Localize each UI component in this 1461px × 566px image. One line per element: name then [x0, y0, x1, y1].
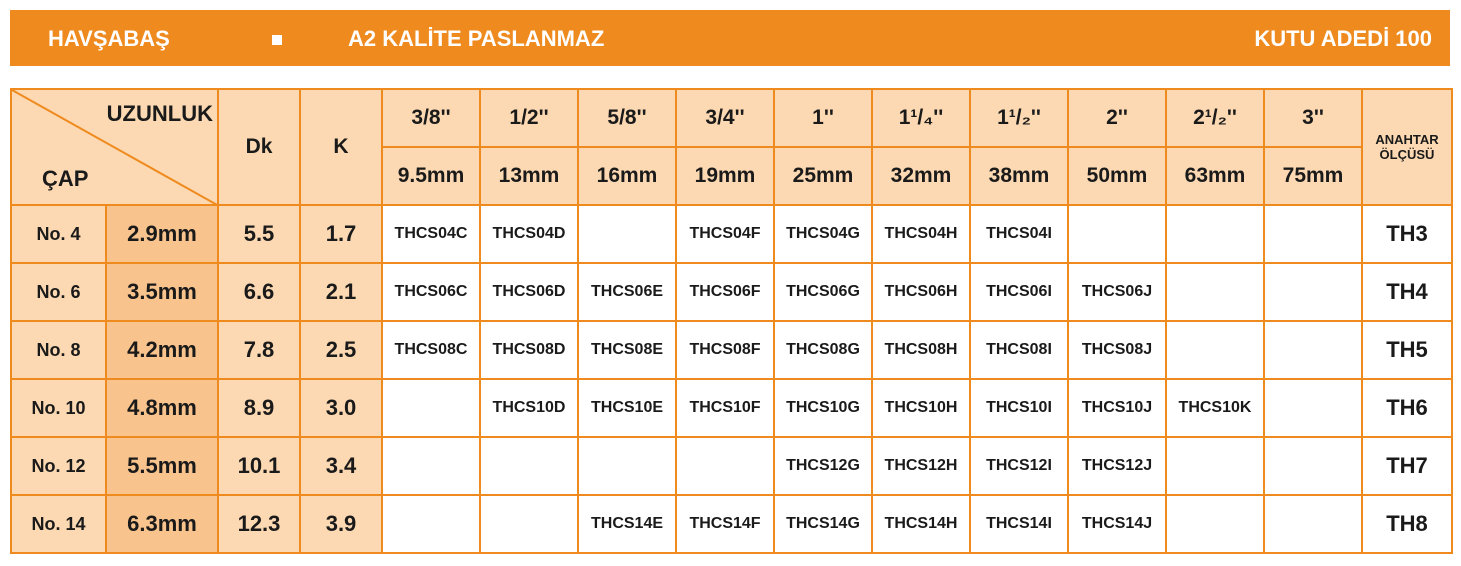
product-code-cell: THCS08E: [578, 321, 676, 379]
inch-header: 5/8'': [578, 89, 676, 147]
product-code-cell: [1264, 495, 1362, 553]
product-code-cell: THCS14I: [970, 495, 1068, 553]
product-table: [10, 88, 1453, 554]
inch-header: 3'': [1264, 89, 1362, 147]
product-code-cell: THCS08J: [1068, 321, 1166, 379]
product-code-cell: THCS08G: [774, 321, 872, 379]
table-row: [11, 495, 1452, 553]
mm-header: 9.5mm: [382, 147, 480, 205]
k-cell: 3.0: [300, 379, 382, 437]
product-code-cell: THCS04G: [774, 205, 872, 263]
product-code-cell: [1166, 263, 1264, 321]
size-number-cell: No. 4: [11, 205, 106, 263]
product-code-cell: [382, 495, 480, 553]
product-code-cell: THCS04I: [970, 205, 1068, 263]
product-code-cell: [1166, 205, 1264, 263]
product-code-cell: [1264, 205, 1362, 263]
diameter-cell: 6.3mm: [106, 495, 218, 553]
product-code-cell: [1166, 495, 1264, 553]
banner-center-title: A2 KALİTE PASLANMAZ: [348, 26, 605, 51]
product-code-cell: THCS06I: [970, 263, 1068, 321]
product-code-cell: THCS14J: [1068, 495, 1166, 553]
mm-header: 19mm: [676, 147, 774, 205]
product-code-cell: THCS10H: [872, 379, 970, 437]
product-code-cell: [480, 437, 578, 495]
bullet-square-icon: [272, 35, 282, 45]
size-number-cell: No. 10: [11, 379, 106, 437]
diameter-cell: 4.8mm: [106, 379, 218, 437]
inch-header: 2'': [1068, 89, 1166, 147]
product-code-cell: [578, 205, 676, 263]
product-code-cell: THCS08I: [970, 321, 1068, 379]
diameter-cell: 3.5mm: [106, 263, 218, 321]
dk-cell: 5.5: [218, 205, 300, 263]
header-row-inches: [11, 89, 1452, 147]
table-row: [11, 437, 1452, 495]
key-size-cell: TH4: [1362, 263, 1452, 321]
table-row: [11, 263, 1452, 321]
diameter-cell: 4.2mm: [106, 321, 218, 379]
product-code-cell: THCS06E: [578, 263, 676, 321]
k-cell: 2.1: [300, 263, 382, 321]
product-code-cell: THCS04C: [382, 205, 480, 263]
product-code-cell: THCS04H: [872, 205, 970, 263]
k-header: K: [300, 89, 382, 205]
k-cell: 3.4: [300, 437, 382, 495]
inch-header: 2¹/₂'': [1166, 89, 1264, 147]
size-number-cell: No. 14: [11, 495, 106, 553]
mm-header: 38mm: [970, 147, 1068, 205]
size-number-cell: No. 6: [11, 263, 106, 321]
product-code-cell: THCS04D: [480, 205, 578, 263]
dk-header: Dk: [218, 89, 300, 205]
size-number-cell: No. 12: [11, 437, 106, 495]
product-code-cell: THCS14H: [872, 495, 970, 553]
mm-header: 16mm: [578, 147, 676, 205]
key-size-cell: TH3: [1362, 205, 1452, 263]
mm-header: 50mm: [1068, 147, 1166, 205]
product-code-cell: THCS10K: [1166, 379, 1264, 437]
inch-header: 3/4'': [676, 89, 774, 147]
product-code-cell: THCS04F: [676, 205, 774, 263]
inch-header: 1¹/₄'': [872, 89, 970, 147]
dk-cell: 10.1: [218, 437, 300, 495]
mm-header: 63mm: [1166, 147, 1264, 205]
cap-label: ÇAP: [42, 166, 89, 191]
product-code-cell: THCS06H: [872, 263, 970, 321]
diameter-cell: 2.9mm: [106, 205, 218, 263]
product-code-cell: [676, 437, 774, 495]
product-code-cell: [1166, 321, 1264, 379]
k-cell: 2.5: [300, 321, 382, 379]
product-code-cell: THCS08D: [480, 321, 578, 379]
product-code-cell: THCS12J: [1068, 437, 1166, 495]
inch-header: 3/8'': [382, 89, 480, 147]
mm-header: 32mm: [872, 147, 970, 205]
product-code-cell: THCS10I: [970, 379, 1068, 437]
table-row: [11, 321, 1452, 379]
product-code-cell: THCS08F: [676, 321, 774, 379]
product-code-cell: THCS10E: [578, 379, 676, 437]
banner-left-title: HAVŞABAŞ: [48, 26, 170, 51]
key-size-cell: TH6: [1362, 379, 1452, 437]
key-size-cell: TH7: [1362, 437, 1452, 495]
key-size-cell: TH8: [1362, 495, 1452, 553]
size-number-cell: No. 8: [11, 321, 106, 379]
banner-right-title: KUTU ADEDİ 100: [1254, 26, 1432, 51]
dk-cell: 8.9: [218, 379, 300, 437]
key-size-cell: TH5: [1362, 321, 1452, 379]
product-code-cell: [480, 495, 578, 553]
product-code-cell: THCS08H: [872, 321, 970, 379]
title-banner: [10, 10, 1450, 66]
dk-cell: 6.6: [218, 263, 300, 321]
mm-header: 13mm: [480, 147, 578, 205]
product-code-cell: THCS06F: [676, 263, 774, 321]
dk-cell: 12.3: [218, 495, 300, 553]
product-code-cell: THCS10G: [774, 379, 872, 437]
product-code-cell: THCS06J: [1068, 263, 1166, 321]
inch-header: 1'': [774, 89, 872, 147]
product-code-cell: [1264, 263, 1362, 321]
diameter-cell: 5.5mm: [106, 437, 218, 495]
product-code-cell: THCS12G: [774, 437, 872, 495]
inch-header: 1¹/₂'': [970, 89, 1068, 147]
product-code-cell: [382, 437, 480, 495]
product-code-cell: [1264, 379, 1362, 437]
k-cell: 1.7: [300, 205, 382, 263]
product-code-cell: THCS14G: [774, 495, 872, 553]
product-code-cell: [578, 437, 676, 495]
product-code-cell: THCS10F: [676, 379, 774, 437]
product-code-cell: [1264, 321, 1362, 379]
dk-cell: 7.8: [218, 321, 300, 379]
mm-header: 25mm: [774, 147, 872, 205]
k-cell: 3.9: [300, 495, 382, 553]
product-code-cell: [1166, 437, 1264, 495]
table-row: [11, 205, 1452, 263]
product-code-cell: THCS10D: [480, 379, 578, 437]
product-code-cell: [1264, 437, 1362, 495]
anahtar-header: [1362, 89, 1452, 205]
product-code-cell: THCS12H: [872, 437, 970, 495]
mm-header: 75mm: [1264, 147, 1362, 205]
anahtar-line-1: ANAHTAR: [1375, 132, 1439, 147]
product-code-cell: THCS06C: [382, 263, 480, 321]
product-code-cell: THCS12I: [970, 437, 1068, 495]
product-code-cell: THCS14F: [676, 495, 774, 553]
product-code-cell: [1068, 205, 1166, 263]
table-row: [11, 379, 1452, 437]
corner-header: [11, 89, 218, 205]
product-code-cell: [382, 379, 480, 437]
product-code-cell: THCS14E: [578, 495, 676, 553]
product-code-cell: THCS06G: [774, 263, 872, 321]
anahtar-line-2: ÖLÇÜSÜ: [1379, 147, 1435, 162]
product-code-cell: THCS10J: [1068, 379, 1166, 437]
product-code-cell: THCS06D: [480, 263, 578, 321]
inch-header: 1/2'': [480, 89, 578, 147]
product-code-cell: THCS08C: [382, 321, 480, 379]
uzunluk-label: UZUNLUK: [106, 101, 213, 126]
